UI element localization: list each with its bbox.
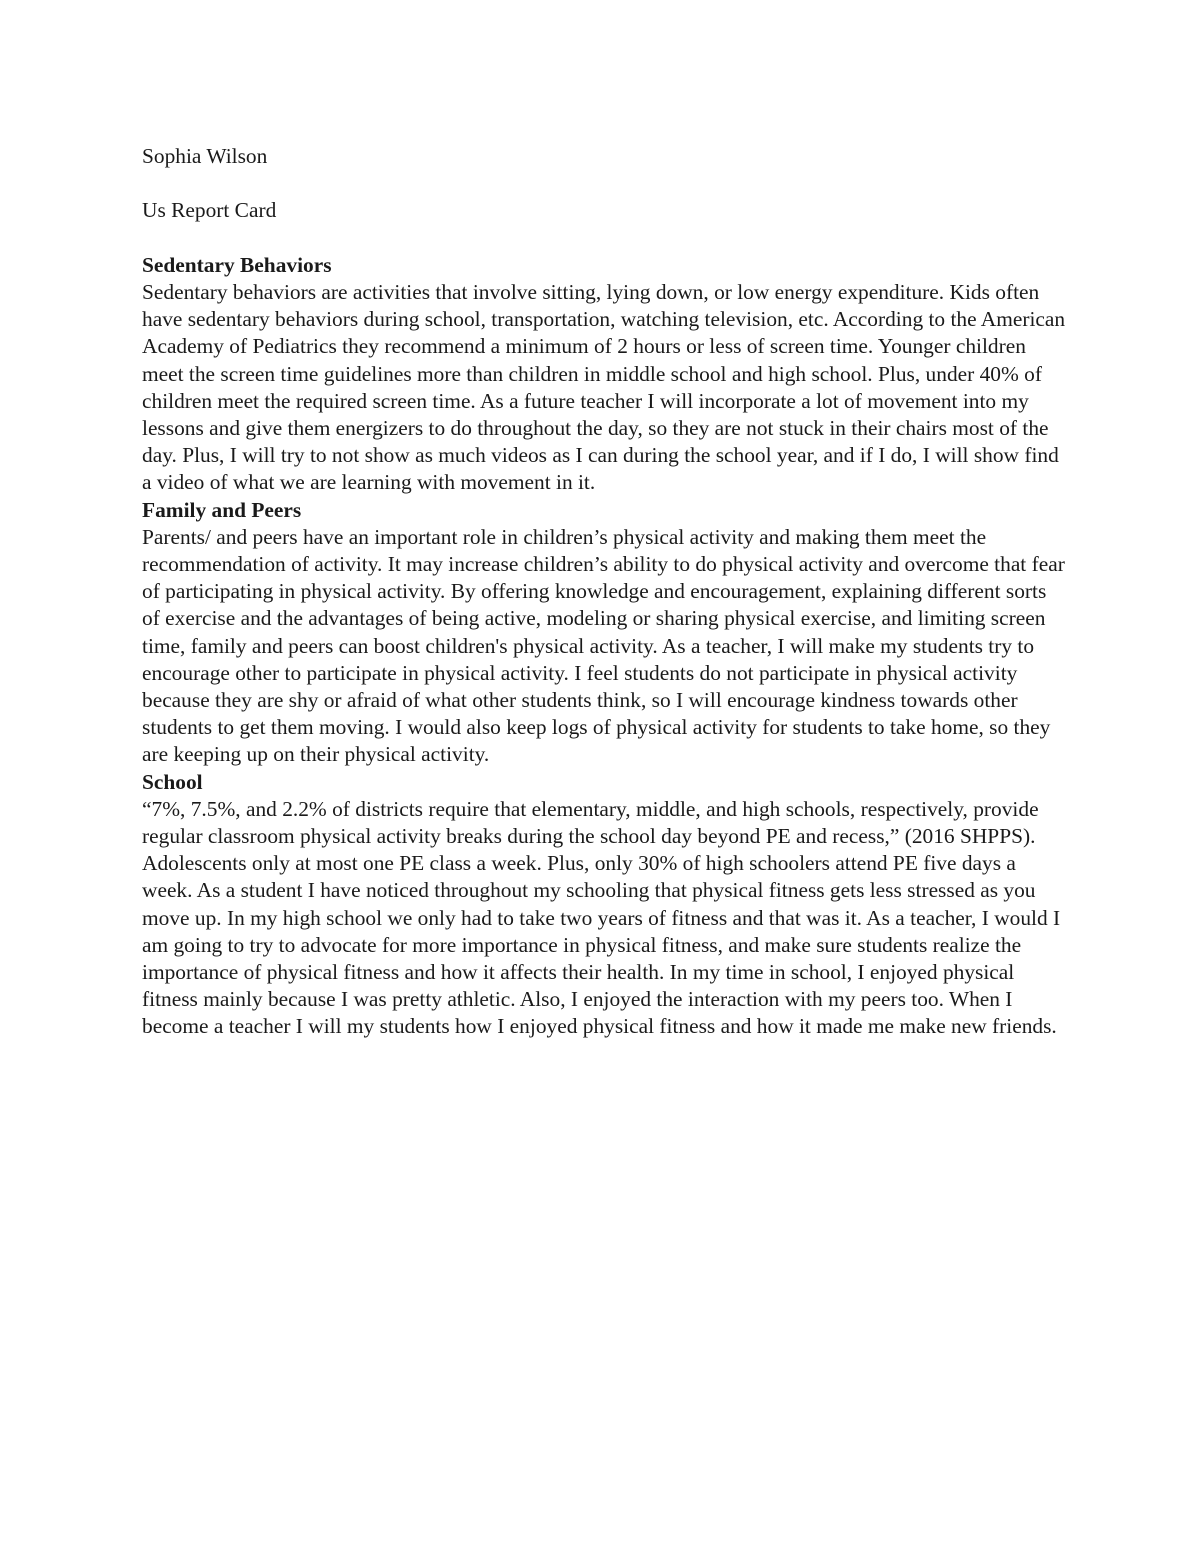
section-body-school: “7%, 7.5%, and 2.2% of districts require that elementary, middle, and high schools, respectively, provide regular classroom physical activity breaks during the school day beyond PE and recess,” (2016 SHPPS). Adolescents only at most one PE class a week. Plus, only 30% of high schoolers attend PE five days a week. As a student I have noticed throughout my schooling that physical fitness gets less stressed as you move up. In my high school we only had to take two years of fitness and that was it. As a teacher, I would I am going to try to advocate for more importance in physical fitness, and make sure students realize the importance of physical fitness and how it affects their health. In my time in school, I enjoyed physical fitness mainly because I was pretty athletic. Also, I enjoyed the interaction with my peers too. When I become a teacher I will my students how I enjoyed physical fitness and how it made me make new friends.: [142, 796, 1061, 1039]
section-body-family-and-peers: Parents/ and peers have an important role in children’s physical activity and making them meet the recommendation of activity. It may increase children’s ability to do physical activity and overcome that fear of participating in physical activity. By offering knowledge and encouragement, explaining different sorts of exercise and the advantages of being active, modeling or sharing physical exercise, and limiting screen time, family and peers can boost children's physical activity. As a teacher, I will make my students try to encourage other to participate in physical activity. I feel students do not participate in physical activity because they are shy or afraid of what other students think, so I will encourage kindness towards other students to get them moving. I would also keep logs of physical activity for students to take home, so they are keeping up on their physical activity.: [142, 524, 1065, 767]
section-body-sedentary-behaviors: Sedentary behaviors are activities that involve sitting, lying down, or low energy expenditure. Kids often have sedentary behaviors during school, transportation, watching television, etc. According to the American Academy of Pediatrics they recommend a minimum of 2 hours or less of screen time. Younger children meet the screen time guidelines more than children in middle school and high school. Plus, under 40% of children meet the required screen time. As a future teacher I will incorporate a lot of movement into my lessons and give them energizers to do throughout the day, so they are not stuck in their chairs most of the day. Plus, I will try to not show as much videos as I can during the school year, and if I do, I will show find a video of what we are learning with movement in it.: [142, 279, 1066, 495]
section-heading-sedentary-behaviors: Sedentary Behaviors: [142, 252, 332, 277]
section-heading-school: School: [142, 769, 203, 794]
section-heading-family-and-peers: Family and Peers: [142, 497, 302, 522]
document-content: [142, 143, 1067, 1041]
author-name: Sophia Wilson: [142, 144, 268, 168]
document-title: Us Report Card: [142, 198, 277, 223]
